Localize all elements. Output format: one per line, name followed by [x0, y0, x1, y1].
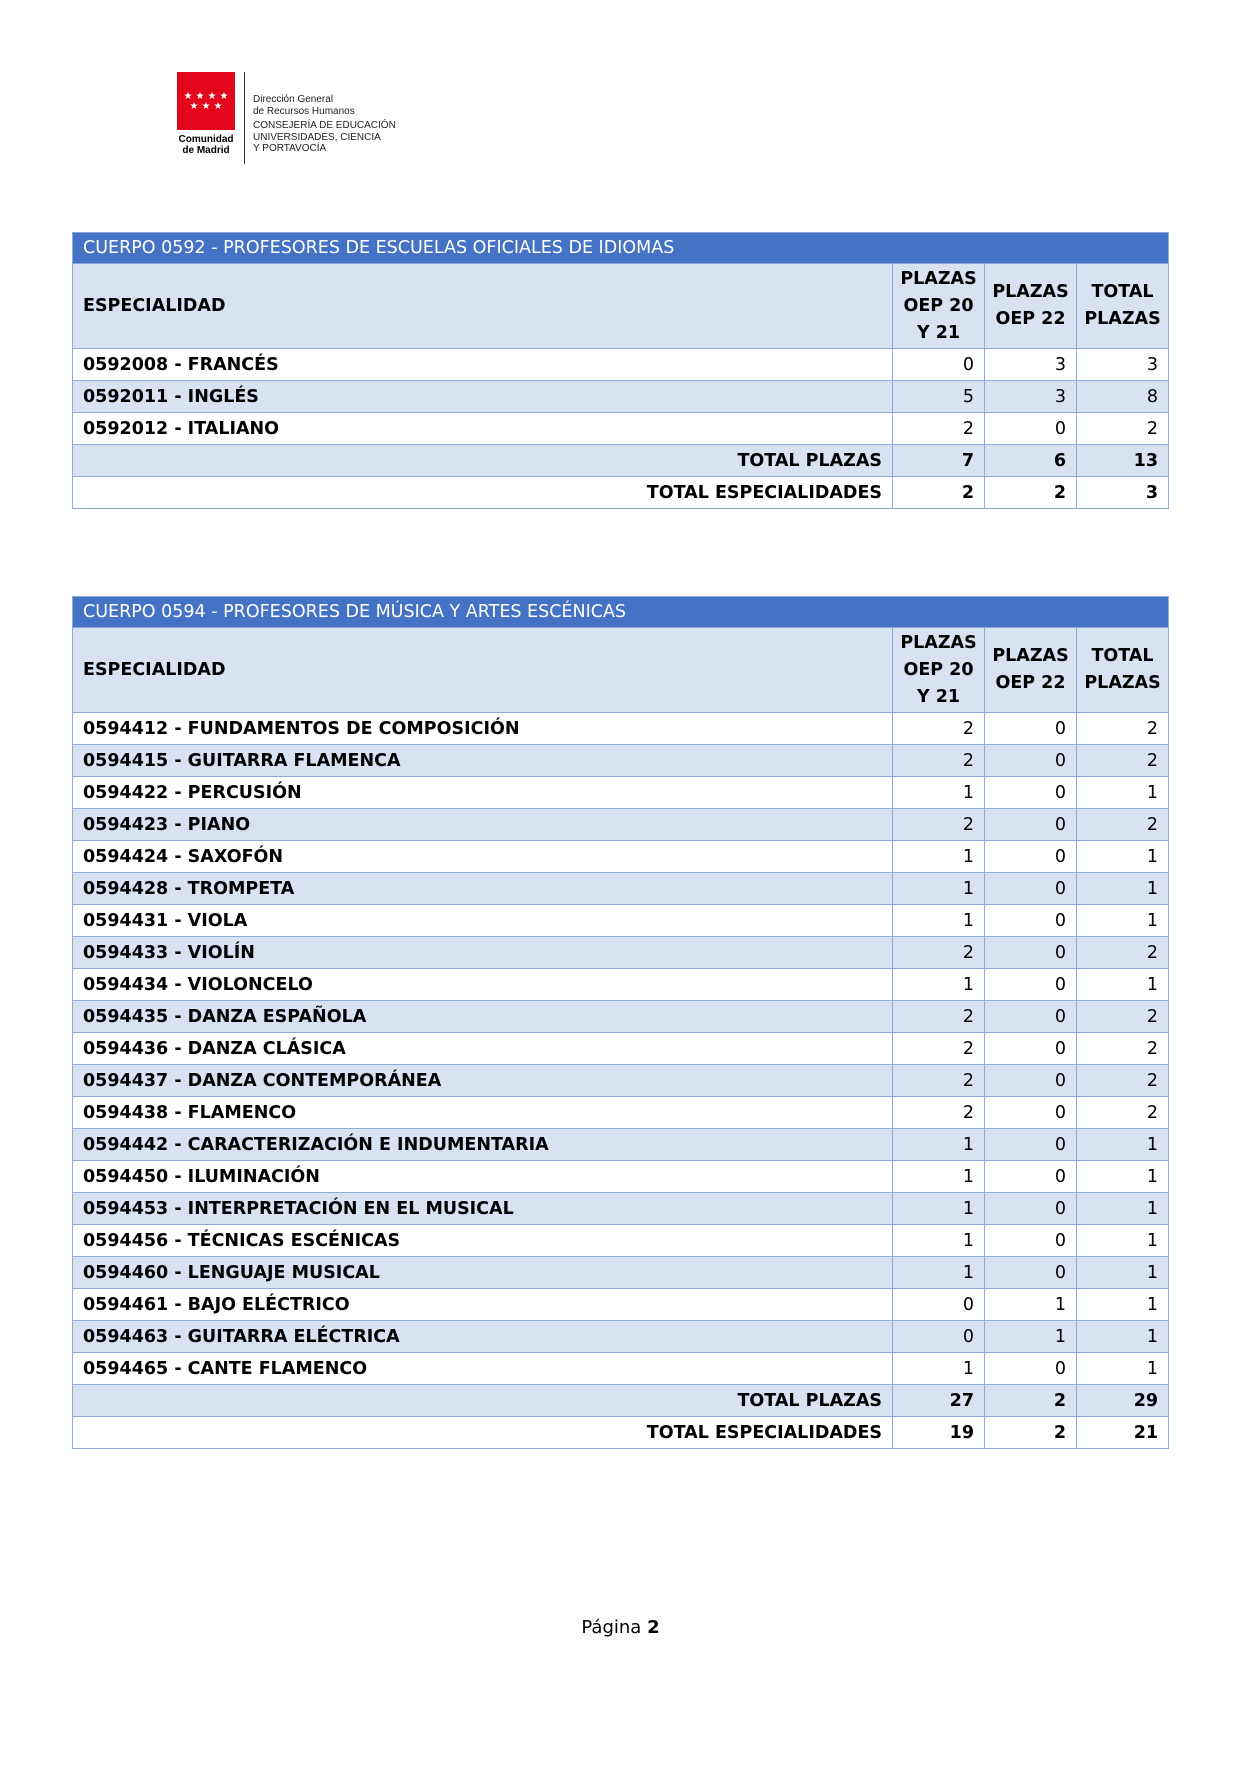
total-plazas-cell: 1	[1077, 1257, 1169, 1289]
especialidad-cell: 0592012 - ITALIANO	[73, 413, 893, 445]
table-row	[73, 841, 1169, 873]
table-row	[73, 777, 1169, 809]
plazas-oep-20-21-cell: 1	[893, 1129, 985, 1161]
total-plazas-row	[73, 1385, 1169, 1417]
plazas-oep-22-cell: 1	[985, 1289, 1077, 1321]
table-row	[73, 1033, 1169, 1065]
plazas-oep-22-cell: 1	[985, 1321, 1077, 1353]
total-plazas-cell: 2	[1077, 809, 1169, 841]
total-plazas-cell: 1	[1077, 777, 1169, 809]
especialidad-cell: 0594442 - CARACTERIZACIÓN E INDUMENTARIA	[73, 1129, 893, 1161]
plazas-oep-22-cell: 0	[985, 809, 1077, 841]
total-oep-20-21: 7	[893, 445, 985, 477]
total-total: 13	[1077, 445, 1169, 477]
table-row	[73, 713, 1169, 745]
especialidad-cell: 0594436 - DANZA CLÁSICA	[73, 1033, 893, 1065]
total-especialidades-row	[73, 477, 1169, 509]
page-label: Página	[581, 1617, 642, 1638]
table-row	[73, 1065, 1169, 1097]
plazas-oep-22-cell: 3	[985, 381, 1077, 413]
comunidad-de-madrid-logo	[172, 72, 240, 156]
plazas-oep-22-cell: 0	[985, 873, 1077, 905]
plazas-oep-22-cell: 0	[985, 1257, 1077, 1289]
total-plazas-cell: 1	[1077, 841, 1169, 873]
column-header-row	[73, 628, 1169, 713]
especialidad-cell: 0594434 - VIOLONCELO	[73, 969, 893, 1001]
table-row	[73, 349, 1169, 381]
total-plazas-cell: 2	[1077, 745, 1169, 777]
plazas-oep-20-21-cell: 1	[893, 1353, 985, 1385]
plazas-oep-22-cell: 0	[985, 745, 1077, 777]
plazas-oep-20-21-cell: 5	[893, 381, 985, 413]
plazas-oep-20-21-cell: 2	[893, 1097, 985, 1129]
especialidad-cell: 0594415 - GUITARRA FLAMENCA	[73, 745, 893, 777]
especialidad-cell: 0594422 - PERCUSIÓN	[73, 777, 893, 809]
total-total: 21	[1077, 1417, 1169, 1449]
plazas-oep-22-cell: 0	[985, 777, 1077, 809]
plazas-oep-22-cell: 0	[985, 969, 1077, 1001]
total-oep-22: 2	[985, 1417, 1077, 1449]
especialidad-cell: 0594450 - ILUMINACIÓN	[73, 1161, 893, 1193]
table-row	[73, 937, 1169, 969]
table-row	[73, 381, 1169, 413]
plazas-oep-20-21-cell: 1	[893, 905, 985, 937]
table-row	[73, 745, 1169, 777]
plazas-oep-20-21-cell: 2	[893, 413, 985, 445]
plazas-oep-22-cell: 0	[985, 1161, 1077, 1193]
especialidad-cell: 0594460 - LENGUAJE MUSICAL	[73, 1257, 893, 1289]
especialidad-cell: 0592008 - FRANCÉS	[73, 349, 893, 381]
plazas-oep-22-cell: 0	[985, 413, 1077, 445]
total-plazas-cell: 1	[1077, 1321, 1169, 1353]
table-row	[73, 873, 1169, 905]
table-title: CUERPO 0592 - PROFESORES DE ESCUELAS OFICIALES DE IDIOMAS	[73, 233, 1169, 264]
plazas-oep-20-21-cell: 1	[893, 969, 985, 1001]
table-row	[73, 1001, 1169, 1033]
plazas-oep-22-cell: 0	[985, 841, 1077, 873]
plazas-oep-22-cell: 0	[985, 1001, 1077, 1033]
table-title-row	[73, 597, 1169, 628]
plazas-oep-22-cell: 0	[985, 1193, 1077, 1225]
column-header-total: TOTAL PLAZAS	[1077, 264, 1169, 349]
especialidad-cell: 0594461 - BAJO ELÉCTRICO	[73, 1289, 893, 1321]
especialidad-cell: 0594453 - INTERPRETACIÓN EN EL MUSICAL	[73, 1193, 893, 1225]
plazas-oep-20-21-cell: 2	[893, 745, 985, 777]
total-plazas-cell: 2	[1077, 713, 1169, 745]
column-header-oep-22: PLAZAS OEP 22	[985, 628, 1077, 713]
total-plazas-row	[73, 445, 1169, 477]
plazas-oep-22-cell: 0	[985, 1097, 1077, 1129]
total-plazas-cell: 2	[1077, 937, 1169, 969]
especialidad-cell: 0594437 - DANZA CONTEMPORÁNEA	[73, 1065, 893, 1097]
column-header-total: TOTAL PLAZAS	[1077, 628, 1169, 713]
plazas-oep-22-cell: 0	[985, 1033, 1077, 1065]
page-footer	[0, 1617, 1241, 1638]
plazas-oep-20-21-cell: 1	[893, 777, 985, 809]
total-plazas-cell: 1	[1077, 969, 1169, 1001]
plazas-oep-20-21-cell: 1	[893, 1225, 985, 1257]
total-plazas-cell: 2	[1077, 1065, 1169, 1097]
total-plazas-cell: 1	[1077, 1289, 1169, 1321]
madrid-flag-icon: ★ ★ ★ ★ ★ ★ ★	[177, 72, 235, 130]
total-label: TOTAL PLAZAS	[73, 445, 893, 477]
total-plazas-cell: 8	[1077, 381, 1169, 413]
total-oep-20-21: 19	[893, 1417, 985, 1449]
total-oep-20-21: 27	[893, 1385, 985, 1417]
table-row	[73, 1161, 1169, 1193]
plazas-oep-22-cell: 3	[985, 349, 1077, 381]
table-row	[73, 1289, 1169, 1321]
especialidad-cell: 0594463 - GUITARRA ELÉCTRICA	[73, 1321, 893, 1353]
plazas-oep-22-cell: 0	[985, 1225, 1077, 1257]
table-cuerpo-0594	[72, 596, 1169, 1449]
column-header-oep-20-21: PLAZAS OEP 20 Y 21	[893, 264, 985, 349]
especialidad-cell: 0594465 - CANTE FLAMENCO	[73, 1353, 893, 1385]
total-plazas-cell: 1	[1077, 1193, 1169, 1225]
total-especialidades-row	[73, 1417, 1169, 1449]
plazas-oep-22-cell: 0	[985, 905, 1077, 937]
especialidad-cell: 0594431 - VIOLA	[73, 905, 893, 937]
total-plazas-cell: 2	[1077, 1097, 1169, 1129]
logo-text: Comunidad de Madrid	[178, 134, 234, 156]
total-plazas-cell: 1	[1077, 905, 1169, 937]
total-plazas-cell: 2	[1077, 413, 1169, 445]
table-row	[73, 905, 1169, 937]
total-plazas-cell: 2	[1077, 1033, 1169, 1065]
total-plazas-cell: 3	[1077, 349, 1169, 381]
column-header-row	[73, 264, 1169, 349]
especialidad-cell: 0594423 - PIANO	[73, 809, 893, 841]
plazas-oep-20-21-cell: 0	[893, 1289, 985, 1321]
header-divider	[244, 72, 245, 164]
plazas-oep-20-21-cell: 2	[893, 937, 985, 969]
especialidad-cell: 0594428 - TROMPETA	[73, 873, 893, 905]
total-plazas-cell: 1	[1077, 1129, 1169, 1161]
especialidad-cell: 0594438 - FLAMENCO	[73, 1097, 893, 1129]
table-title-row	[73, 233, 1169, 264]
plazas-oep-20-21-cell: 1	[893, 1161, 985, 1193]
plazas-oep-20-21-cell: 0	[893, 1321, 985, 1353]
especialidad-cell: 0594412 - FUNDAMENTOS DE COMPOSICIÓN	[73, 713, 893, 745]
total-total: 29	[1077, 1385, 1169, 1417]
column-header-especialidad: ESPECIALIDAD	[73, 264, 893, 349]
table-row	[73, 969, 1169, 1001]
plazas-oep-20-21-cell: 2	[893, 1001, 985, 1033]
total-oep-22: 6	[985, 445, 1077, 477]
table-title: CUERPO 0594 - PROFESORES DE MÚSICA Y ARTES ESCÉNICAS	[73, 597, 1169, 628]
total-oep-22: 2	[985, 477, 1077, 509]
total-plazas-cell: 1	[1077, 1161, 1169, 1193]
organization-name: Dirección General de Recursos Humanos CONSEJERÍA DE EDUCACIÓN UNIVERSIDADES, CIENCIA Y PORTAVOCÍA	[253, 94, 396, 154]
table-row	[73, 1225, 1169, 1257]
table-row	[73, 809, 1169, 841]
total-label: TOTAL ESPECIALIDADES	[73, 1417, 893, 1449]
table-row	[73, 1129, 1169, 1161]
table-row	[73, 1321, 1169, 1353]
page-number: 2	[647, 1617, 660, 1638]
total-label: TOTAL ESPECIALIDADES	[73, 477, 893, 509]
total-plazas-cell: 1	[1077, 1225, 1169, 1257]
plazas-oep-22-cell: 0	[985, 1353, 1077, 1385]
especialidad-cell: 0594435 - DANZA ESPAÑOLA	[73, 1001, 893, 1033]
table-row	[73, 413, 1169, 445]
plazas-oep-22-cell: 0	[985, 1065, 1077, 1097]
especialidad-cell: 0594424 - SAXOFÓN	[73, 841, 893, 873]
plazas-oep-20-21-cell: 0	[893, 349, 985, 381]
especialidad-cell: 0592011 - INGLÉS	[73, 381, 893, 413]
plazas-oep-20-21-cell: 1	[893, 1257, 985, 1289]
plazas-oep-22-cell: 0	[985, 937, 1077, 969]
total-label: TOTAL PLAZAS	[73, 1385, 893, 1417]
plazas-oep-20-21-cell: 2	[893, 1065, 985, 1097]
plazas-oep-20-21-cell: 2	[893, 1033, 985, 1065]
plazas-oep-20-21-cell: 1	[893, 873, 985, 905]
table-row	[73, 1193, 1169, 1225]
plazas-oep-20-21-cell: 2	[893, 809, 985, 841]
plazas-oep-20-21-cell: 1	[893, 841, 985, 873]
table-cuerpo-0592	[72, 232, 1169, 509]
column-header-especialidad: ESPECIALIDAD	[73, 628, 893, 713]
plazas-oep-22-cell: 0	[985, 1129, 1077, 1161]
total-oep-20-21: 2	[893, 477, 985, 509]
especialidad-cell: 0594433 - VIOLÍN	[73, 937, 893, 969]
total-plazas-cell: 1	[1077, 1353, 1169, 1385]
table-row	[73, 1353, 1169, 1385]
column-header-oep-20-21: PLAZAS OEP 20 Y 21	[893, 628, 985, 713]
total-plazas-cell: 2	[1077, 1001, 1169, 1033]
column-header-oep-22: PLAZAS OEP 22	[985, 264, 1077, 349]
plazas-oep-22-cell: 0	[985, 713, 1077, 745]
plazas-oep-20-21-cell: 2	[893, 713, 985, 745]
table-row	[73, 1097, 1169, 1129]
document-header	[172, 72, 396, 164]
table-row	[73, 1257, 1169, 1289]
plazas-oep-20-21-cell: 1	[893, 1193, 985, 1225]
total-plazas-cell: 1	[1077, 873, 1169, 905]
especialidad-cell: 0594456 - TÉCNICAS ESCÉNICAS	[73, 1225, 893, 1257]
total-total: 3	[1077, 477, 1169, 509]
total-oep-22: 2	[985, 1385, 1077, 1417]
